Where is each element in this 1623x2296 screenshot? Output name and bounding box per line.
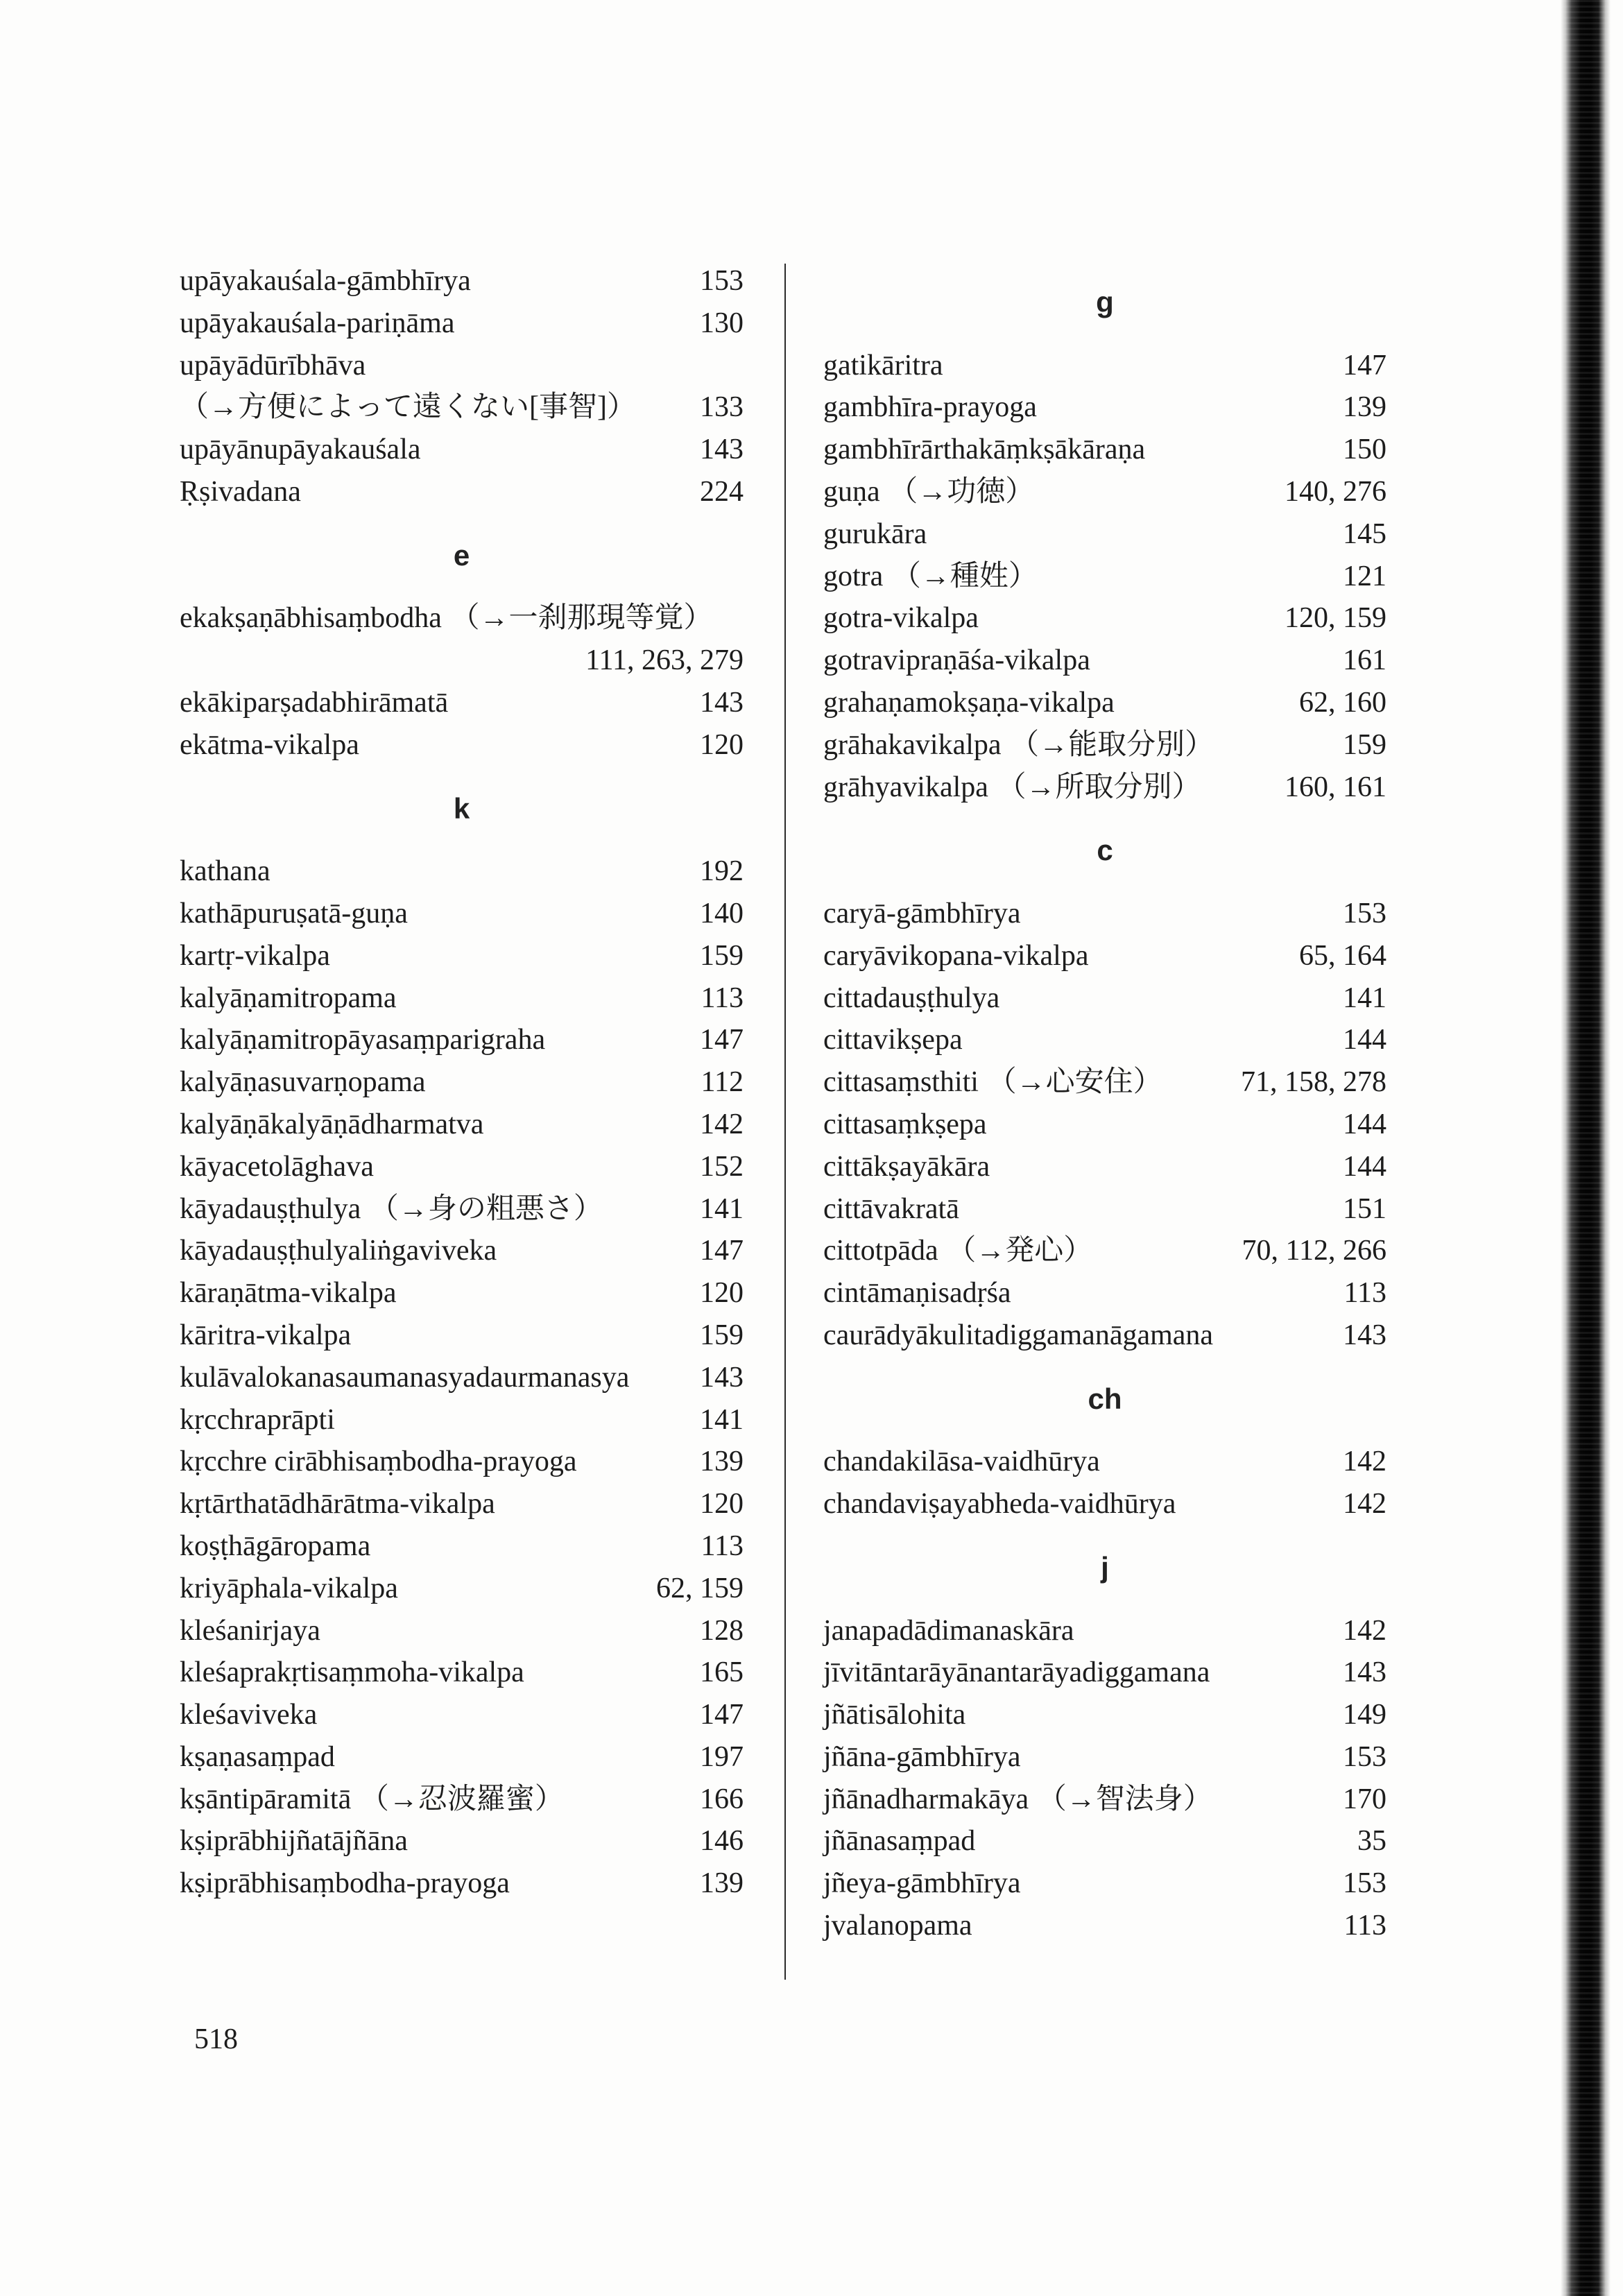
index-entry — [823, 1272, 1386, 1314]
entry-page-refs: 111, 263, 279 — [585, 644, 744, 677]
index-entry — [823, 1694, 1386, 1736]
entry-term: kṣiprābhijñatājñāna — [180, 1825, 408, 1858]
entry-page-refs: 152 — [700, 1150, 744, 1183]
entry-page-refs: 141 — [1343, 982, 1386, 1014]
index-entry — [823, 597, 1386, 640]
entry-page-refs: 133 — [700, 391, 744, 424]
entry-page-refs: 143 — [1343, 1656, 1386, 1689]
entry-term: gotra-vikalpa — [823, 602, 979, 635]
index-entry — [180, 1568, 744, 1610]
entry-page-refs: 143 — [700, 686, 744, 719]
index-entry — [180, 1314, 744, 1357]
index-entry — [180, 1694, 744, 1736]
entry-term: cittasaṃsthiti — [823, 1066, 979, 1099]
entry-gloss: （→発心） — [947, 1235, 1093, 1267]
entry-term: caryā-gāmbhīrya — [823, 897, 1021, 929]
entry-term: jñātisālohita — [823, 1699, 966, 1731]
index-entry — [823, 429, 1386, 471]
entry-page-refs: 120 — [700, 728, 744, 761]
entry-page-refs: 147 — [700, 1699, 744, 1731]
entry-term: cittavikṣepa — [823, 1024, 963, 1056]
index-column-right — [823, 260, 1386, 1947]
entry-page-refs: 159 — [700, 939, 744, 972]
entry-page-refs: 147 — [700, 1235, 744, 1267]
entry-page-refs: 159 — [1343, 728, 1386, 761]
index-entry — [180, 1272, 744, 1314]
entry-term: kāyadauṣṭhulya — [180, 1192, 361, 1225]
section-heading-e: e — [453, 538, 470, 572]
entry-term: kalyāṇasuvarṇopama — [180, 1066, 426, 1099]
entry-term: jñāna-gāmbhīrya — [823, 1740, 1021, 1773]
index-entry — [180, 429, 744, 471]
entry-term: chandakilāsa-vaidhūrya — [823, 1446, 1100, 1478]
column-divider — [784, 264, 786, 1980]
entry-term: grāhyavikalpa — [823, 771, 988, 803]
index-entry — [180, 1652, 744, 1694]
section-heading-ch: ch — [1088, 1382, 1122, 1415]
index-entry-continuation — [180, 640, 744, 682]
index-entry — [180, 682, 744, 724]
entry-term: grāhakavikalpa — [823, 728, 1002, 761]
index-entry — [180, 1820, 744, 1862]
index-entry — [180, 1779, 744, 1821]
entry-page-refs: 113 — [1343, 1277, 1386, 1310]
index-entry — [823, 1779, 1386, 1821]
index-entry — [823, 345, 1386, 387]
entry-term: gatikāritra — [823, 349, 943, 382]
index-entry — [823, 1736, 1386, 1779]
entry-page-refs: 70, 112, 266 — [1242, 1235, 1386, 1267]
entry-term: koṣṭhāgāropama — [180, 1530, 371, 1562]
index-entry — [823, 1652, 1386, 1694]
section-heading-j: j — [1101, 1550, 1109, 1584]
entry-page-refs: 151 — [1343, 1192, 1386, 1225]
entry-term: kleśaviveka — [180, 1699, 318, 1731]
entry-term: cittasaṃkṣepa — [823, 1108, 987, 1140]
entry-term: chandaviṣayabheda-vaidhūrya — [823, 1488, 1176, 1520]
entry-term: kāritra-vikalpa — [180, 1319, 352, 1351]
entry-gloss: （→功徳） — [888, 475, 1035, 508]
entry-page-refs: 141 — [700, 1403, 744, 1436]
entry-gloss: （→種姓） — [891, 560, 1038, 592]
index-entry — [823, 1104, 1386, 1146]
entry-term: kartṛ-vikalpa — [180, 939, 330, 972]
entry-page-refs: 113 — [1343, 1910, 1386, 1942]
index-entry — [823, 1188, 1386, 1231]
entry-page-refs: 140 — [700, 897, 744, 929]
index-entry — [823, 1019, 1386, 1061]
entry-term: guṇa — [823, 475, 880, 508]
entry-page-refs: 143 — [700, 1361, 744, 1394]
entry-term: kleśanirjaya — [180, 1614, 320, 1647]
entry-gloss: （→身の粗悪さ） — [369, 1192, 603, 1225]
section-heading-g: g — [1096, 286, 1114, 318]
entry-page-refs: 140, 276 — [1285, 475, 1386, 508]
page-number: 518 — [194, 2023, 238, 2055]
entry-term: ekākiparṣadabhirāmatā — [180, 686, 449, 719]
index-entry — [180, 850, 744, 893]
entry-page-refs: 113 — [701, 982, 744, 1014]
entry-term: kṣaṇasaṃpad — [180, 1740, 335, 1773]
entry-page-refs: 197 — [700, 1740, 744, 1773]
entry-page-refs: 139 — [1343, 391, 1386, 424]
index-entry — [823, 1905, 1386, 1947]
entry-page-refs: 62, 159 — [656, 1572, 744, 1604]
entry-page-refs: 120 — [700, 1277, 744, 1310]
entry-page-refs: 142 — [700, 1108, 744, 1140]
entry-term: kāyadauṣṭhulyaliṅgaviveka — [180, 1235, 497, 1267]
entry-page-refs: 142 — [1343, 1446, 1386, 1478]
entry-page-refs: 65, 164 — [1299, 939, 1386, 972]
entry-page-refs: 113 — [701, 1530, 744, 1562]
entry-page-refs: 160, 161 — [1285, 771, 1386, 803]
entry-page-refs: 144 — [1343, 1108, 1386, 1140]
index-entry — [180, 1399, 744, 1441]
section-heading-c: c — [1097, 834, 1113, 867]
index-entry — [180, 1188, 744, 1231]
index-entry — [180, 1061, 744, 1104]
entry-page-refs: 147 — [1343, 349, 1386, 382]
entry-page-refs: 144 — [1343, 1024, 1386, 1056]
entry-gloss: （→心安住） — [987, 1066, 1162, 1099]
entry-term: cittākṣayākāra — [823, 1150, 990, 1183]
entry-gloss: （→一刹那現等覚） — [450, 602, 713, 635]
index-entry — [823, 471, 1386, 513]
index-entry — [823, 893, 1386, 935]
index-entry — [180, 1862, 744, 1905]
index-entry — [180, 1230, 744, 1272]
entry-page-refs: 143 — [700, 434, 744, 466]
entry-term: kriyāphala-vikalpa — [180, 1572, 398, 1604]
entry-page-refs: 170 — [1343, 1783, 1386, 1815]
index-entry — [180, 302, 744, 345]
entry-term: janapadādimanaskāra — [823, 1614, 1074, 1647]
entry-term: caurādyākulitadiggamanāgamana — [823, 1319, 1214, 1351]
entry-page-refs: 165 — [700, 1656, 744, 1689]
index-entry — [180, 471, 744, 513]
index-entry — [823, 1862, 1386, 1905]
entry-term: kṣāntipāramitā — [180, 1783, 352, 1815]
entry-term: caryāvikopana-vikalpa — [823, 939, 1089, 972]
index-entry — [180, 1019, 744, 1061]
entry-page-refs: 142 — [1343, 1488, 1386, 1520]
index-entry — [823, 1146, 1386, 1188]
index-entry — [180, 1610, 744, 1652]
index-entry — [823, 1230, 1386, 1272]
entry-term: upāyakauśala-gāmbhīrya — [180, 265, 471, 297]
index-entry — [180, 1104, 744, 1146]
entry-term: cittadauṣṭhulya — [823, 982, 1000, 1014]
section-heading-k: k — [453, 791, 470, 825]
entry-term: kathāpuruṣatā-guṇa — [180, 897, 408, 929]
entry-page-refs: 139 — [700, 1867, 744, 1900]
entry-term: upāyakauśala-pariṇāma — [180, 307, 455, 339]
entry-term: ekakṣaṇābhisaṃbodha — [180, 602, 442, 635]
entry-gloss: （→智法身） — [1037, 1783, 1212, 1815]
index-entry — [823, 1483, 1386, 1525]
entry-term: jñānadharmakāya — [823, 1783, 1029, 1815]
entry-page-refs: 120, 159 — [1285, 602, 1386, 635]
index-entry — [180, 597, 744, 640]
entry-page-refs: 147 — [700, 1024, 744, 1056]
index-entry — [823, 1441, 1386, 1483]
entry-page-refs: 153 — [700, 265, 744, 297]
entry-term: cittāvakratā — [823, 1192, 959, 1225]
index-entry — [180, 977, 744, 1020]
entry-page-refs: 159 — [700, 1319, 744, 1351]
entry-term: gurukāra — [823, 517, 927, 550]
entry-page-refs: 128 — [700, 1614, 744, 1647]
entry-page-refs: 143 — [1343, 1319, 1386, 1351]
entry-term: grahaṇamokṣaṇa-vikalpa — [823, 686, 1115, 719]
entry-term: gotravipraṇāśa-vikalpa — [823, 644, 1090, 677]
entry-term: gambhīrārthakāṃkṣākāraṇa — [823, 434, 1146, 466]
entry-term: upāyādūrībhāva — [180, 349, 366, 382]
entry-term: jñānasaṃpad — [823, 1825, 976, 1858]
entry-page-refs: 166 — [700, 1783, 744, 1815]
index-entry — [823, 1061, 1386, 1104]
entry-term: jñeya-gāmbhīrya — [823, 1867, 1021, 1900]
entry-term: kṛcchraprāpti — [180, 1403, 335, 1436]
entry-gloss: （→所取分別） — [997, 771, 1201, 803]
entry-page-refs: 145 — [1343, 517, 1386, 550]
entry-page-refs: 144 — [1343, 1150, 1386, 1183]
entry-page-refs: 112 — [701, 1066, 744, 1099]
index-entry — [823, 766, 1386, 809]
entry-page-refs: 120 — [700, 1488, 744, 1520]
entry-term: kalyāṇamitropāyasaṃparigraha — [180, 1024, 546, 1056]
index-entry — [180, 345, 744, 387]
index-entry — [180, 1483, 744, 1525]
index-entry — [823, 935, 1386, 977]
entry-page-refs: 130 — [700, 307, 744, 339]
entry-term: kalyāṇākalyāṇādharmatva — [180, 1108, 484, 1140]
index-entry — [823, 724, 1386, 766]
index-entry — [823, 556, 1386, 598]
entry-term: jīvitāntarāyānantarāyadiggamana — [823, 1656, 1210, 1689]
index-entry-continuation — [180, 386, 744, 429]
entry-term: upāyānupāyakauśala — [180, 434, 421, 466]
index-entry — [823, 1314, 1386, 1357]
entry-page-refs: 71, 158, 278 — [1241, 1066, 1386, 1099]
index-entry — [180, 724, 744, 766]
entry-term: kāyacetolāghava — [180, 1150, 374, 1183]
index-entry — [180, 1736, 744, 1779]
index-entry — [823, 386, 1386, 429]
index-entry — [823, 682, 1386, 724]
entry-term: ekātma-vikalpa — [180, 728, 359, 761]
entry-gloss: （→能取分別） — [1010, 728, 1214, 761]
binding-shadow — [1561, 0, 1611, 2296]
index-entry — [823, 640, 1386, 682]
entry-term: cintāmaṇisadṛśa — [823, 1277, 1011, 1310]
entry-page-refs: 192 — [700, 855, 744, 888]
entry-page-refs: 161 — [1343, 644, 1386, 677]
index-entry — [180, 1441, 744, 1483]
index-entry — [823, 1610, 1386, 1652]
entry-term: kleśaprakṛtisaṃmoha-vikalpa — [180, 1656, 524, 1689]
index-entry — [180, 935, 744, 977]
entry-term: gambhīra-prayoga — [823, 391, 1037, 424]
index-column-left — [180, 260, 744, 1905]
index-entry — [180, 260, 744, 302]
entry-page-refs: 224 — [700, 475, 744, 508]
index-entry — [823, 1820, 1386, 1862]
entry-page-refs: 153 — [1343, 1867, 1386, 1900]
entry-term: kalyāṇamitropama — [180, 982, 397, 1014]
index-entry — [180, 1146, 744, 1188]
entry-term: jvalanopama — [823, 1910, 972, 1942]
index-entry — [180, 893, 744, 935]
entry-term: cittotpāda — [823, 1235, 938, 1267]
entry-term: gotra — [823, 560, 884, 592]
entry-page-refs: 62, 160 — [1299, 686, 1386, 719]
entry-term: Ṛṣivadana — [180, 475, 301, 508]
entry-page-refs: 153 — [1343, 897, 1386, 929]
entry-page-refs: 141 — [700, 1192, 744, 1225]
index-entry — [180, 1525, 744, 1568]
entry-term: kathana — [180, 855, 270, 888]
entry-page-refs: 146 — [700, 1825, 744, 1858]
entry-page-refs: 35 — [1357, 1825, 1386, 1858]
entry-page-refs: 153 — [1343, 1740, 1386, 1773]
entry-gloss: （→方便によって遠くない[事智]） — [180, 391, 636, 424]
entry-term: kṣiprābhisaṃbodha-prayoga — [180, 1867, 510, 1900]
index-entry — [180, 1357, 744, 1399]
entry-term: kulāvalokanasaumanasyadaurmanasya — [180, 1361, 630, 1394]
index-entry — [823, 977, 1386, 1020]
entry-term: kṛtārthatādhārātma-vikalpa — [180, 1488, 495, 1520]
index-entry — [823, 513, 1386, 556]
entry-term: kāraṇātma-vikalpa — [180, 1277, 397, 1310]
entry-page-refs: 142 — [1343, 1614, 1386, 1647]
entry-page-refs: 150 — [1343, 434, 1386, 466]
entry-page-refs: 149 — [1343, 1699, 1386, 1731]
entry-page-refs: 121 — [1343, 560, 1386, 592]
entry-term: kṛcchre cirābhisaṃbodha-prayoga — [180, 1446, 577, 1478]
entry-page-refs: 139 — [700, 1446, 744, 1478]
entry-gloss: （→忍波羅蜜） — [359, 1783, 564, 1815]
